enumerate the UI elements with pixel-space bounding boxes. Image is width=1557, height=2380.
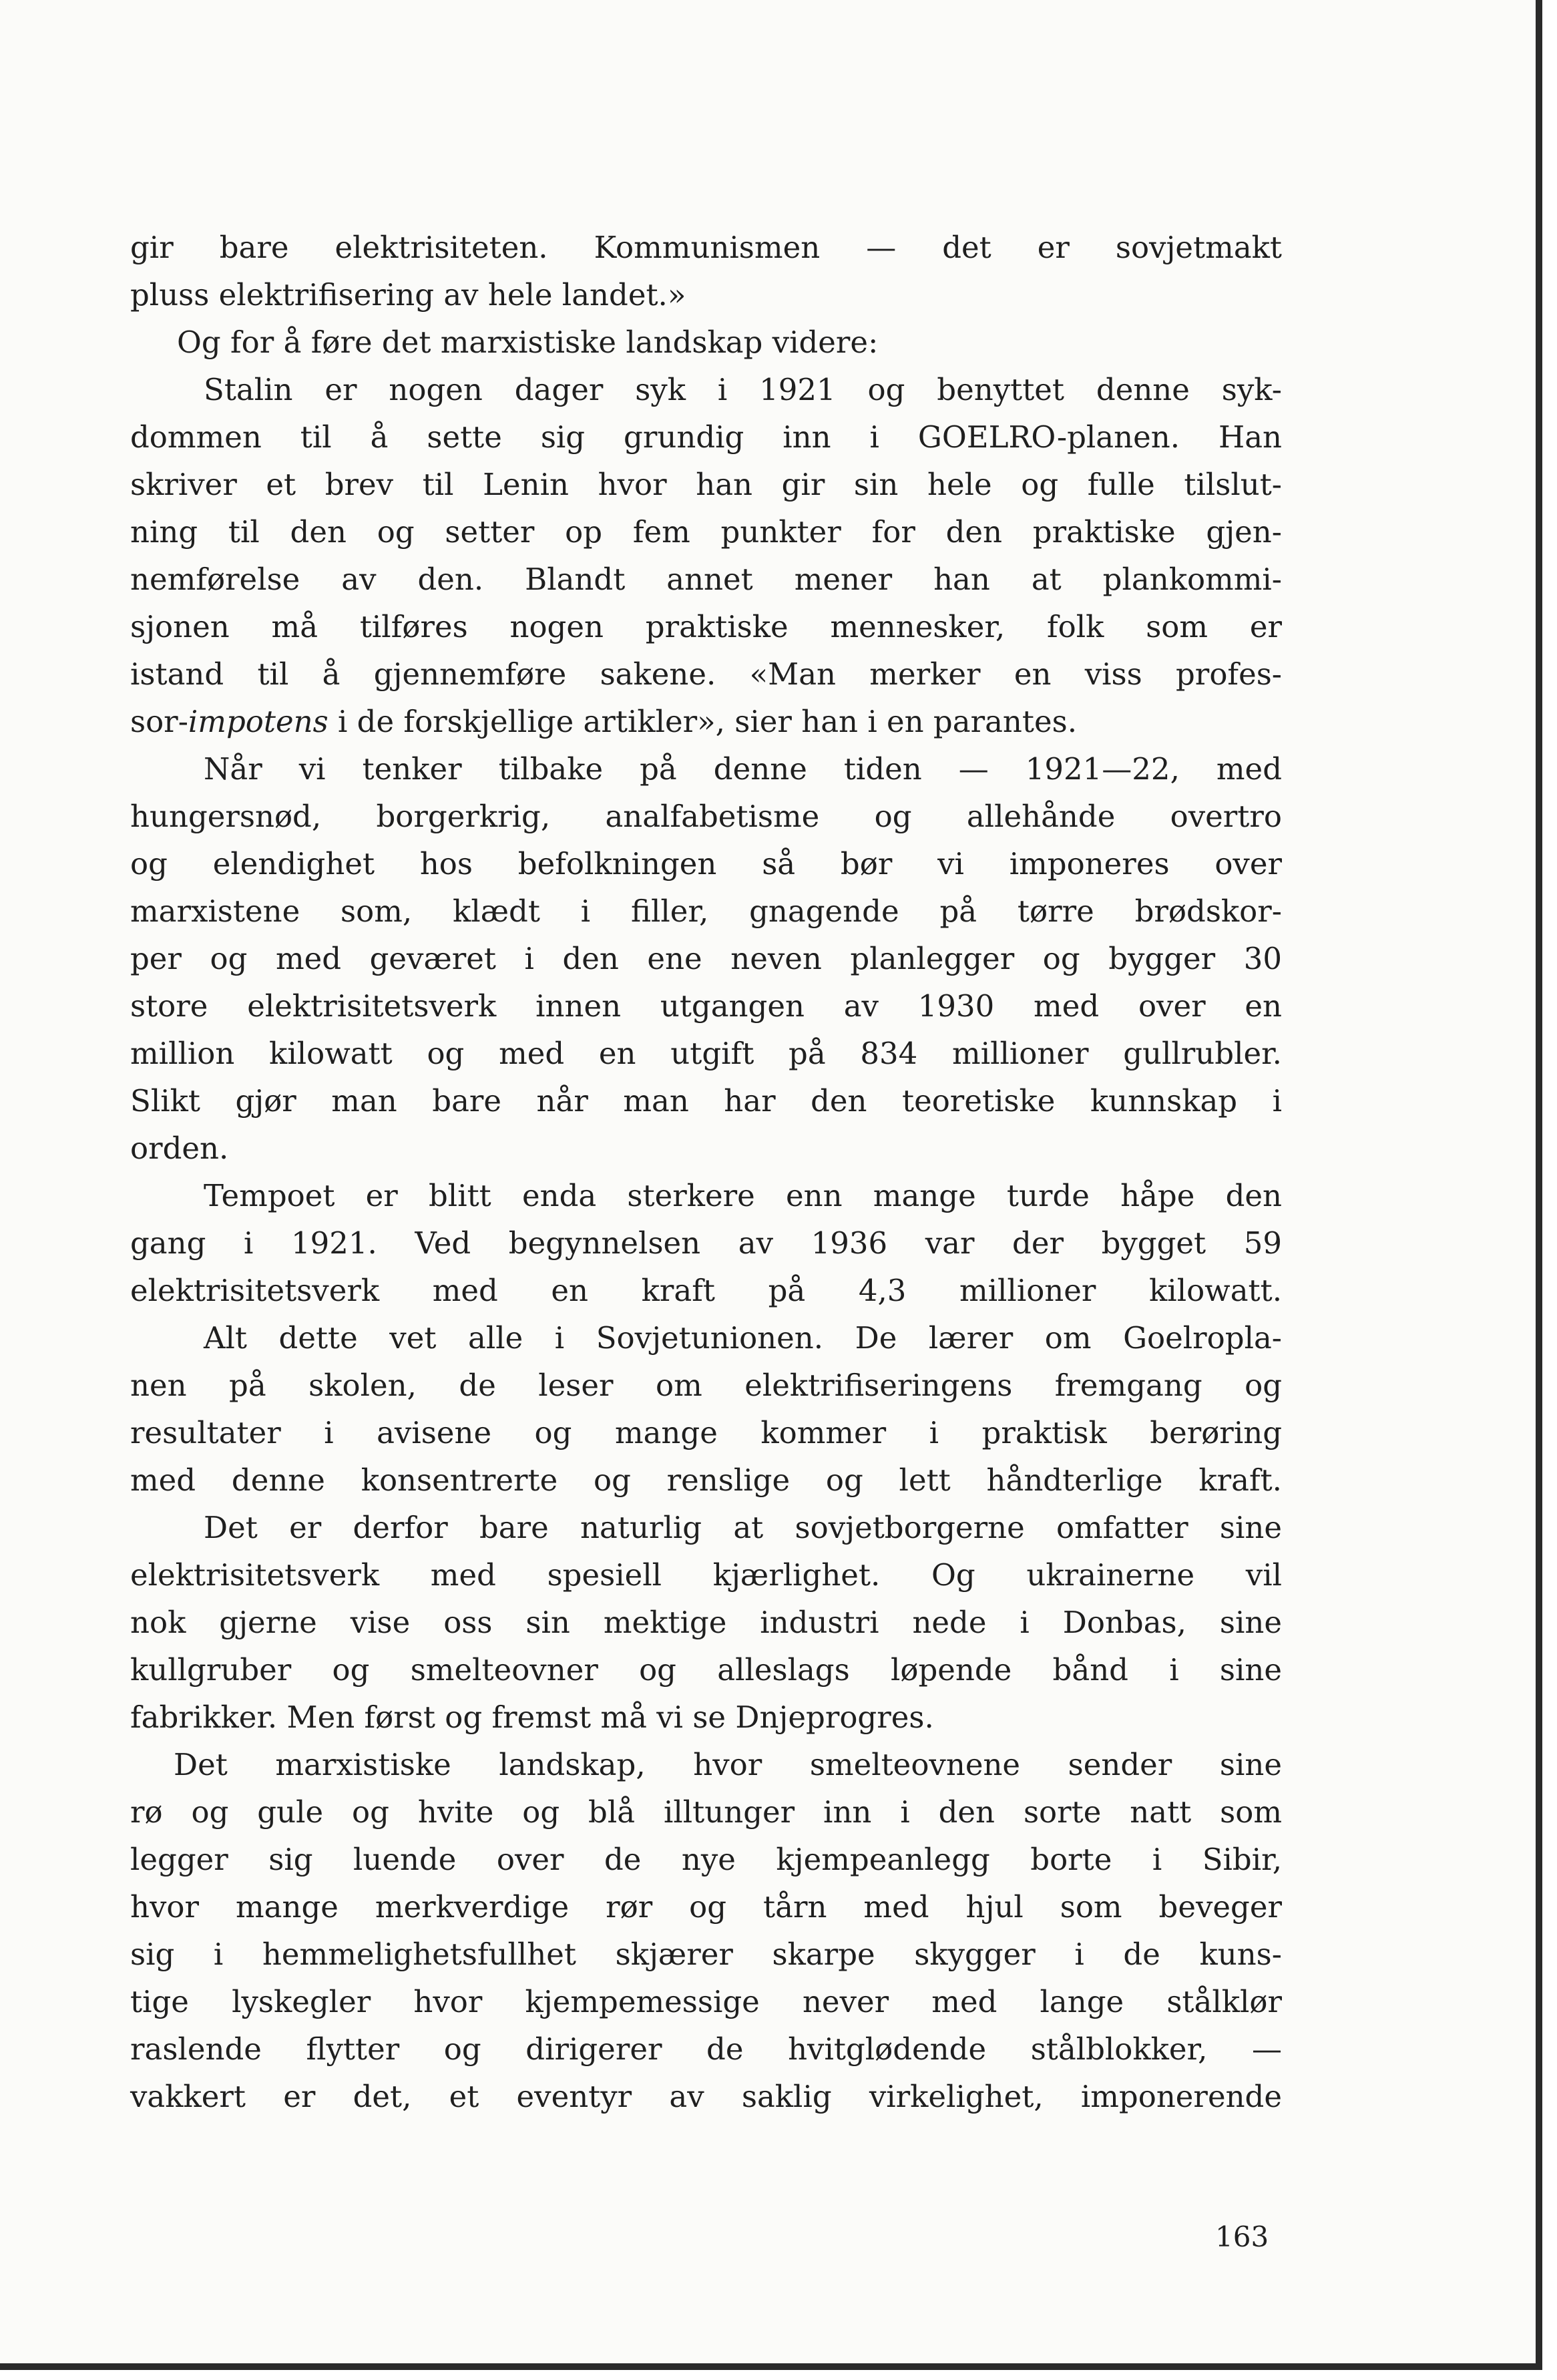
text-line: ning til den og setter op fem punkter for den praktiske gjen-: [130, 514, 1282, 550]
text-line: hungersnød, borgerkrig, analfabetisme og allehånde overtro: [130, 799, 1282, 834]
paragraph: [130, 1504, 1282, 1741]
text-line: sjonen må tilføres nogen praktiske mennesker, folk som er: [130, 609, 1282, 644]
text-line: og elendighet hos befolkningen så bør vi imponeres over: [130, 846, 1282, 881]
text-line: marxistene som, klædt i filler, gnagende på tørre brødskor-: [130, 894, 1282, 929]
text-line: gang i 1921. Ved begynnelsen av 1936 var der bygget 59: [130, 1225, 1282, 1261]
text-line: rø og gule og hvite og blå illtunger inn i den sorte natt som: [130, 1794, 1282, 1830]
text-line: tige lyskegler hvor kjempemessige never med lange stålklør: [130, 1984, 1282, 2019]
text-line: Tempoet er blitt enda sterkere enn mange turde håpe den: [204, 1178, 1282, 1213]
text-line: Stalin er nogen dager syk i 1921 og benyttet denne syk-: [204, 372, 1282, 407]
text-line: Og for å føre det marxistiske landskap videre:: [177, 325, 879, 360]
paragraph: [130, 1314, 1282, 1504]
text-line: nok gjerne vise oss sin mektige industri nede i Donbas, sine: [130, 1605, 1282, 1640]
text-line: per og med geværet i den ene neven planlegger og bygger 30: [130, 941, 1282, 976]
paragraph: [130, 319, 1282, 366]
text-line: gir bare elektrisiteten. Kommunismen — det er sovjetmakt: [130, 230, 1282, 265]
paragraph: [130, 1172, 1282, 1314]
text-line: pluss elektrifisering av hele landet.»: [130, 277, 686, 313]
text-line: hvor mange merkverdige rør og tårn med hjul som beveger: [130, 1889, 1282, 1925]
text-line: orden.: [130, 1131, 229, 1166]
text-line: kullgruber og smelteovner og alleslags løpende bånd i sine: [130, 1652, 1282, 1688]
text-line: vakkert er det, et eventyr av saklig virkelighet, imponerende: [130, 2079, 1282, 2114]
text-line: store elektrisitetsverk innen utgangen av 1930 med over en: [130, 988, 1282, 1024]
text-line: med denne konsentrerte og renslige og lett håndterlige kraft.: [130, 1462, 1282, 1498]
text-line: Alt dette vet alle i Sovjetunionen. De lærer om Goelropla-: [204, 1320, 1282, 1356]
text-line: Når vi tenker tilbake på denne tiden — 1921—22, med: [204, 751, 1282, 787]
text-line: million kilowatt og med en utgift på 834 millioner gullrubler.: [130, 1036, 1282, 1071]
text-line: legger sig luende over de nye kjempeanlegg borte i Sibir,: [130, 1842, 1282, 1877]
paragraph: [130, 224, 1282, 319]
text-line: nen på skolen, de leser om elektrifiseringens fremgang og: [130, 1368, 1282, 1403]
text-line: sor-impotens i de forskjellige artikler», sier han i en parantes.: [130, 704, 1078, 739]
text-line: elektrisitetsverk med en kraft på 4,3 millioner kilowatt.: [130, 1273, 1282, 1308]
paragraph: [130, 366, 1282, 745]
text-line: Slikt gjør man bare når man har den teoretiske kunnskap i: [130, 1083, 1282, 1119]
text-line: Det marxistiske landskap, hvor smelteovnene sender sine: [174, 1747, 1282, 1782]
text-line: nemførelse av den. Blandt annet mener han at plankommi-: [130, 562, 1282, 597]
paragraph: [130, 1741, 1282, 2120]
body-text: [130, 224, 1282, 2120]
text-line: skriver et brev til Lenin hvor han gir sin hele og fulle tilslut-: [130, 467, 1282, 502]
text-line: elektrisitetsverk med spesiell kjærlighet. Og ukrainerne vil: [130, 1557, 1282, 1593]
text-line: raslende flytter og dirigerer de hvitglødende stålblokker, —: [130, 2031, 1282, 2067]
text-line: dommen til å sette sig grundig inn i GOELRO-planen. Han: [130, 419, 1282, 455]
text-line: istand til å gjennemføre sakene. «Man merker en viss profes-: [130, 656, 1282, 692]
text-line: sig i hemmelighetsfullhet skjærer skarpe skygger i de kuns-: [130, 1937, 1282, 1972]
page-number: 163: [1215, 2220, 1269, 2253]
paragraph: [130, 745, 1282, 1172]
text-line: fabrikker. Men først og fremst må vi se Dnjeprogres.: [130, 1700, 934, 1735]
text-line: resultater i avisene og mange kommer i praktisk berøring: [130, 1415, 1282, 1450]
text-line: Det er derfor bare naturlig at sovjetborgerne omfatter sine: [204, 1510, 1282, 1545]
